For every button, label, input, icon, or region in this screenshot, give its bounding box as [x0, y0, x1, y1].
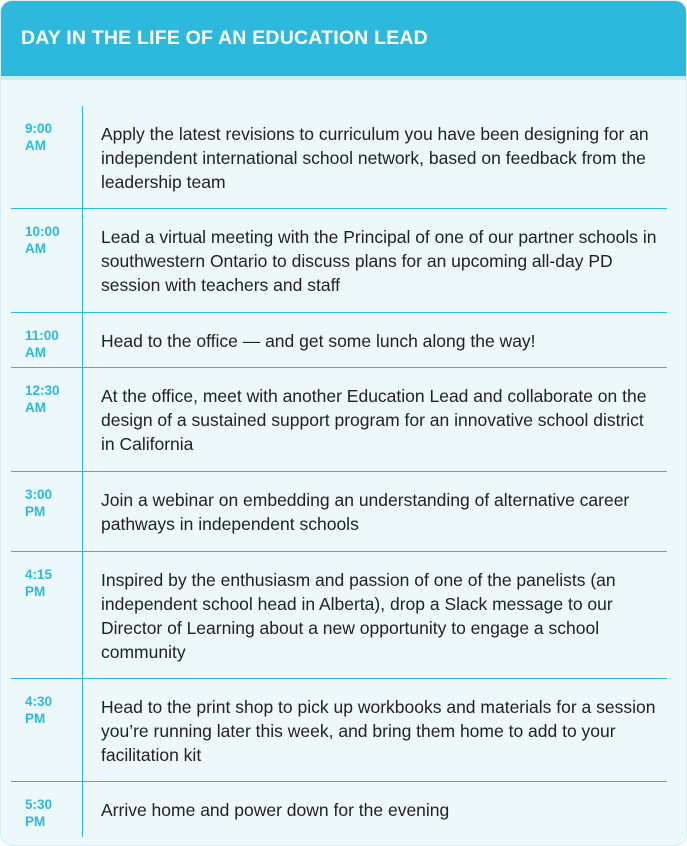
time-period: AM: [25, 400, 46, 415]
schedule-row: [11, 552, 667, 678]
time-value: 3:00: [25, 487, 53, 502]
activity-text: Join a webinar on embedding an understanding of alternative career pathways in independent schools: [101, 490, 630, 534]
time-value: 10:00: [25, 224, 60, 239]
time-period: AM: [25, 138, 46, 153]
time-value: 12:30: [25, 383, 60, 398]
schedule-row: [11, 313, 667, 367]
time-value: 4:15: [25, 567, 53, 582]
time-period: PM: [25, 814, 46, 829]
page-title: DAY IN THE LIFE OF AN EDUCATION LEAD: [1, 1, 686, 80]
time-label: [11, 368, 83, 471]
time-period: AM: [25, 241, 46, 256]
activity-text: Head to the print shop to pick up workbooks and materials for a session you’re running later this week, and bring them home to add to your facilitation kit: [101, 697, 656, 765]
time-value: 5:30: [25, 797, 53, 812]
time-period: PM: [25, 504, 46, 519]
time-label: [11, 209, 83, 312]
schedule-list: [11, 106, 667, 837]
time-label: [11, 313, 83, 367]
schedule-row: [11, 679, 667, 781]
schedule-row: [11, 106, 667, 208]
activity-text: Inspired by the enthusiasm and passion of one of the panelists (an independent school head in Alberta), drop a Slack message to our Director of Learning about a new opportunity to engage a school community: [101, 570, 616, 662]
time-value: 9:00: [25, 121, 53, 136]
time-period: PM: [25, 711, 46, 726]
activity-text: Arrive home and power down for the evening: [101, 800, 450, 820]
activity-text: Head to the office — and get some lunch along the way!: [101, 331, 536, 351]
time-label: [11, 679, 83, 781]
time-label: [11, 106, 83, 208]
activity-text: At the office, meet with another Education Lead and collaborate on the design of a sustained support program for an innovative school district in California: [101, 386, 647, 454]
time-period: AM: [25, 345, 46, 360]
activity-text: Apply the latest revisions to curriculum you have been designing for an independent international school network, based on feedback from the leadership team: [101, 124, 649, 192]
time-period: PM: [25, 584, 46, 599]
schedule-row: [11, 782, 667, 837]
schedule-row: [11, 368, 667, 471]
time-label: [11, 552, 83, 678]
activity-text: Lead a virtual meeting with the Principal of one of our partner schools in southwestern Ontario to discuss plans for an upcoming all-day PD session with teachers and staff: [101, 227, 657, 295]
schedule-row: [11, 472, 667, 551]
schedule-row: [11, 209, 667, 312]
time-value: 11:00: [25, 328, 59, 343]
time-value: 4:30: [25, 694, 53, 709]
time-label: [11, 472, 83, 551]
time-label: [11, 782, 83, 837]
